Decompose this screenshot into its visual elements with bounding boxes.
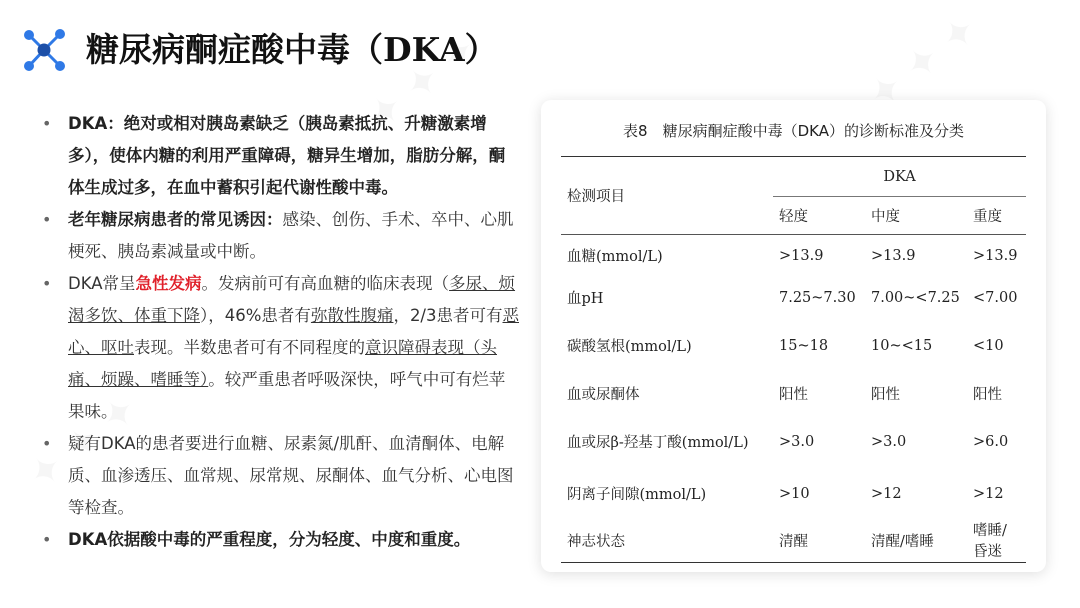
bullet-text: DKA：绝对或相对胰岛素缺乏（胰岛素抵抗、升糖激素增多），使体内糖的利用严重障碍，糖异生增加，脂肪分解，酮体生成过多，在血中蓄积引起代谢性酸中毒。: [68, 114, 506, 197]
underlined-text: 多尿、烦渴多饮、体重下降: [68, 274, 516, 325]
cell-mild: 阳性: [779, 387, 808, 403]
bullet-text: ），46%患者有: [200, 306, 311, 325]
bullet-text: 表现。半数患者可有不同程度的: [134, 338, 365, 357]
bullet-text: 。发病前可有高血糖的临床表现（: [201, 274, 450, 293]
cell-severe: >12: [973, 485, 1004, 502]
cell-severe: <7.00: [973, 289, 1018, 306]
cell-moderate: >12: [871, 485, 902, 502]
header-level-severe: 重度: [973, 209, 1002, 225]
list-item: [40, 524, 520, 556]
list-item: [40, 268, 520, 428]
cell-severe: <10: [973, 337, 1004, 354]
cell-moderate: 清醒/嗜睡: [871, 533, 934, 550]
table-row: [561, 519, 1026, 563]
list-item: [40, 108, 520, 204]
header-group: DKA: [773, 157, 1026, 197]
molecule-logo-icon: [20, 26, 68, 74]
cell-severe: >13.9: [973, 247, 1018, 264]
diagnosis-table: [561, 156, 1026, 563]
highlight-text: 急性发病: [135, 274, 202, 293]
row-item: 阴离子间隙(mmol/L): [567, 487, 707, 503]
row-item: 血或尿酮体: [567, 387, 640, 403]
cell-severe: 阳性: [973, 387, 1002, 403]
cell-mild: 清醒: [779, 533, 808, 550]
bullet-text: 疑有DKA的患者要进行血糖、尿素氮/肌酐、血清酮体、电解质、血渗透压、血常规、尿常规、尿酮体、血气分析、心电图等检查。: [68, 434, 514, 517]
diagnosis-table-card: [541, 100, 1046, 572]
bullet-text: 感染、创伤、手术、卒中、心肌梗死、胰岛素减量或中断。: [68, 210, 514, 261]
cell-mild: 7.25~7.30: [779, 289, 856, 306]
cell-mild: >13.9: [779, 247, 824, 264]
table-caption: 表8 糖尿病酮症酸中毒（DKA）的诊断标准及分类: [623, 122, 964, 140]
bullet-text: 。较严重患者呼吸深快，呼气中可有烂苹果味。: [68, 370, 506, 421]
cell-moderate: >3.0: [871, 433, 907, 450]
table-row: [561, 235, 1026, 277]
cell-moderate: >13.9: [871, 247, 916, 264]
table-row: [561, 415, 1026, 469]
list-item: [40, 428, 520, 524]
underlined-text: 恶心、呕吐: [68, 306, 519, 357]
list-item: [40, 204, 520, 268]
row-item: 血或尿β-羟基丁酸(mmol/L): [567, 435, 749, 451]
header-level-moderate: 中度: [871, 209, 900, 225]
cell-severe: 嗜睡/昏迷: [973, 523, 1007, 561]
cell-mild: >3.0: [779, 433, 815, 450]
cell-moderate: 10~<15: [871, 337, 933, 354]
header-item: 检测项目: [561, 157, 773, 235]
cell-severe: >6.0: [973, 433, 1009, 450]
table-header-row: [561, 157, 1026, 197]
bullet-text: DKA常呈: [68, 274, 136, 293]
table-row: [561, 373, 1026, 415]
table-row: [561, 319, 1026, 373]
cell-mild: >10: [779, 485, 810, 502]
bullet-list: [40, 108, 520, 556]
table-row: [561, 277, 1026, 319]
row-item: 碳酸氢根(mmol/L): [567, 339, 692, 355]
underlined-text: 弥散性腹痛: [310, 306, 394, 325]
page-title: 糖尿病酮症酸中毒（DKA）: [86, 30, 498, 69]
bullet-text: ，2/3患者可有: [393, 306, 503, 325]
cell-moderate: 阳性: [871, 387, 900, 403]
row-item: 血糖(mmol/L): [567, 249, 663, 266]
bullet-text: DKA依据酸中毒的严重程度，分为轻度、中度和重度。: [68, 530, 471, 549]
underlined-text: 意识障碍表现（头痛、烦躁、嗜睡等）: [68, 338, 497, 389]
header-level-mild: 轻度: [779, 209, 808, 225]
bullet-lead: 老年糖尿病患者的常见诱因：: [68, 210, 283, 229]
table-row: [561, 469, 1026, 519]
cell-mild: 15~18: [779, 337, 829, 354]
row-item: 血pH: [567, 291, 604, 307]
row-item: 神志状态: [567, 533, 625, 550]
cell-moderate: 7.00~<7.25: [871, 289, 960, 306]
